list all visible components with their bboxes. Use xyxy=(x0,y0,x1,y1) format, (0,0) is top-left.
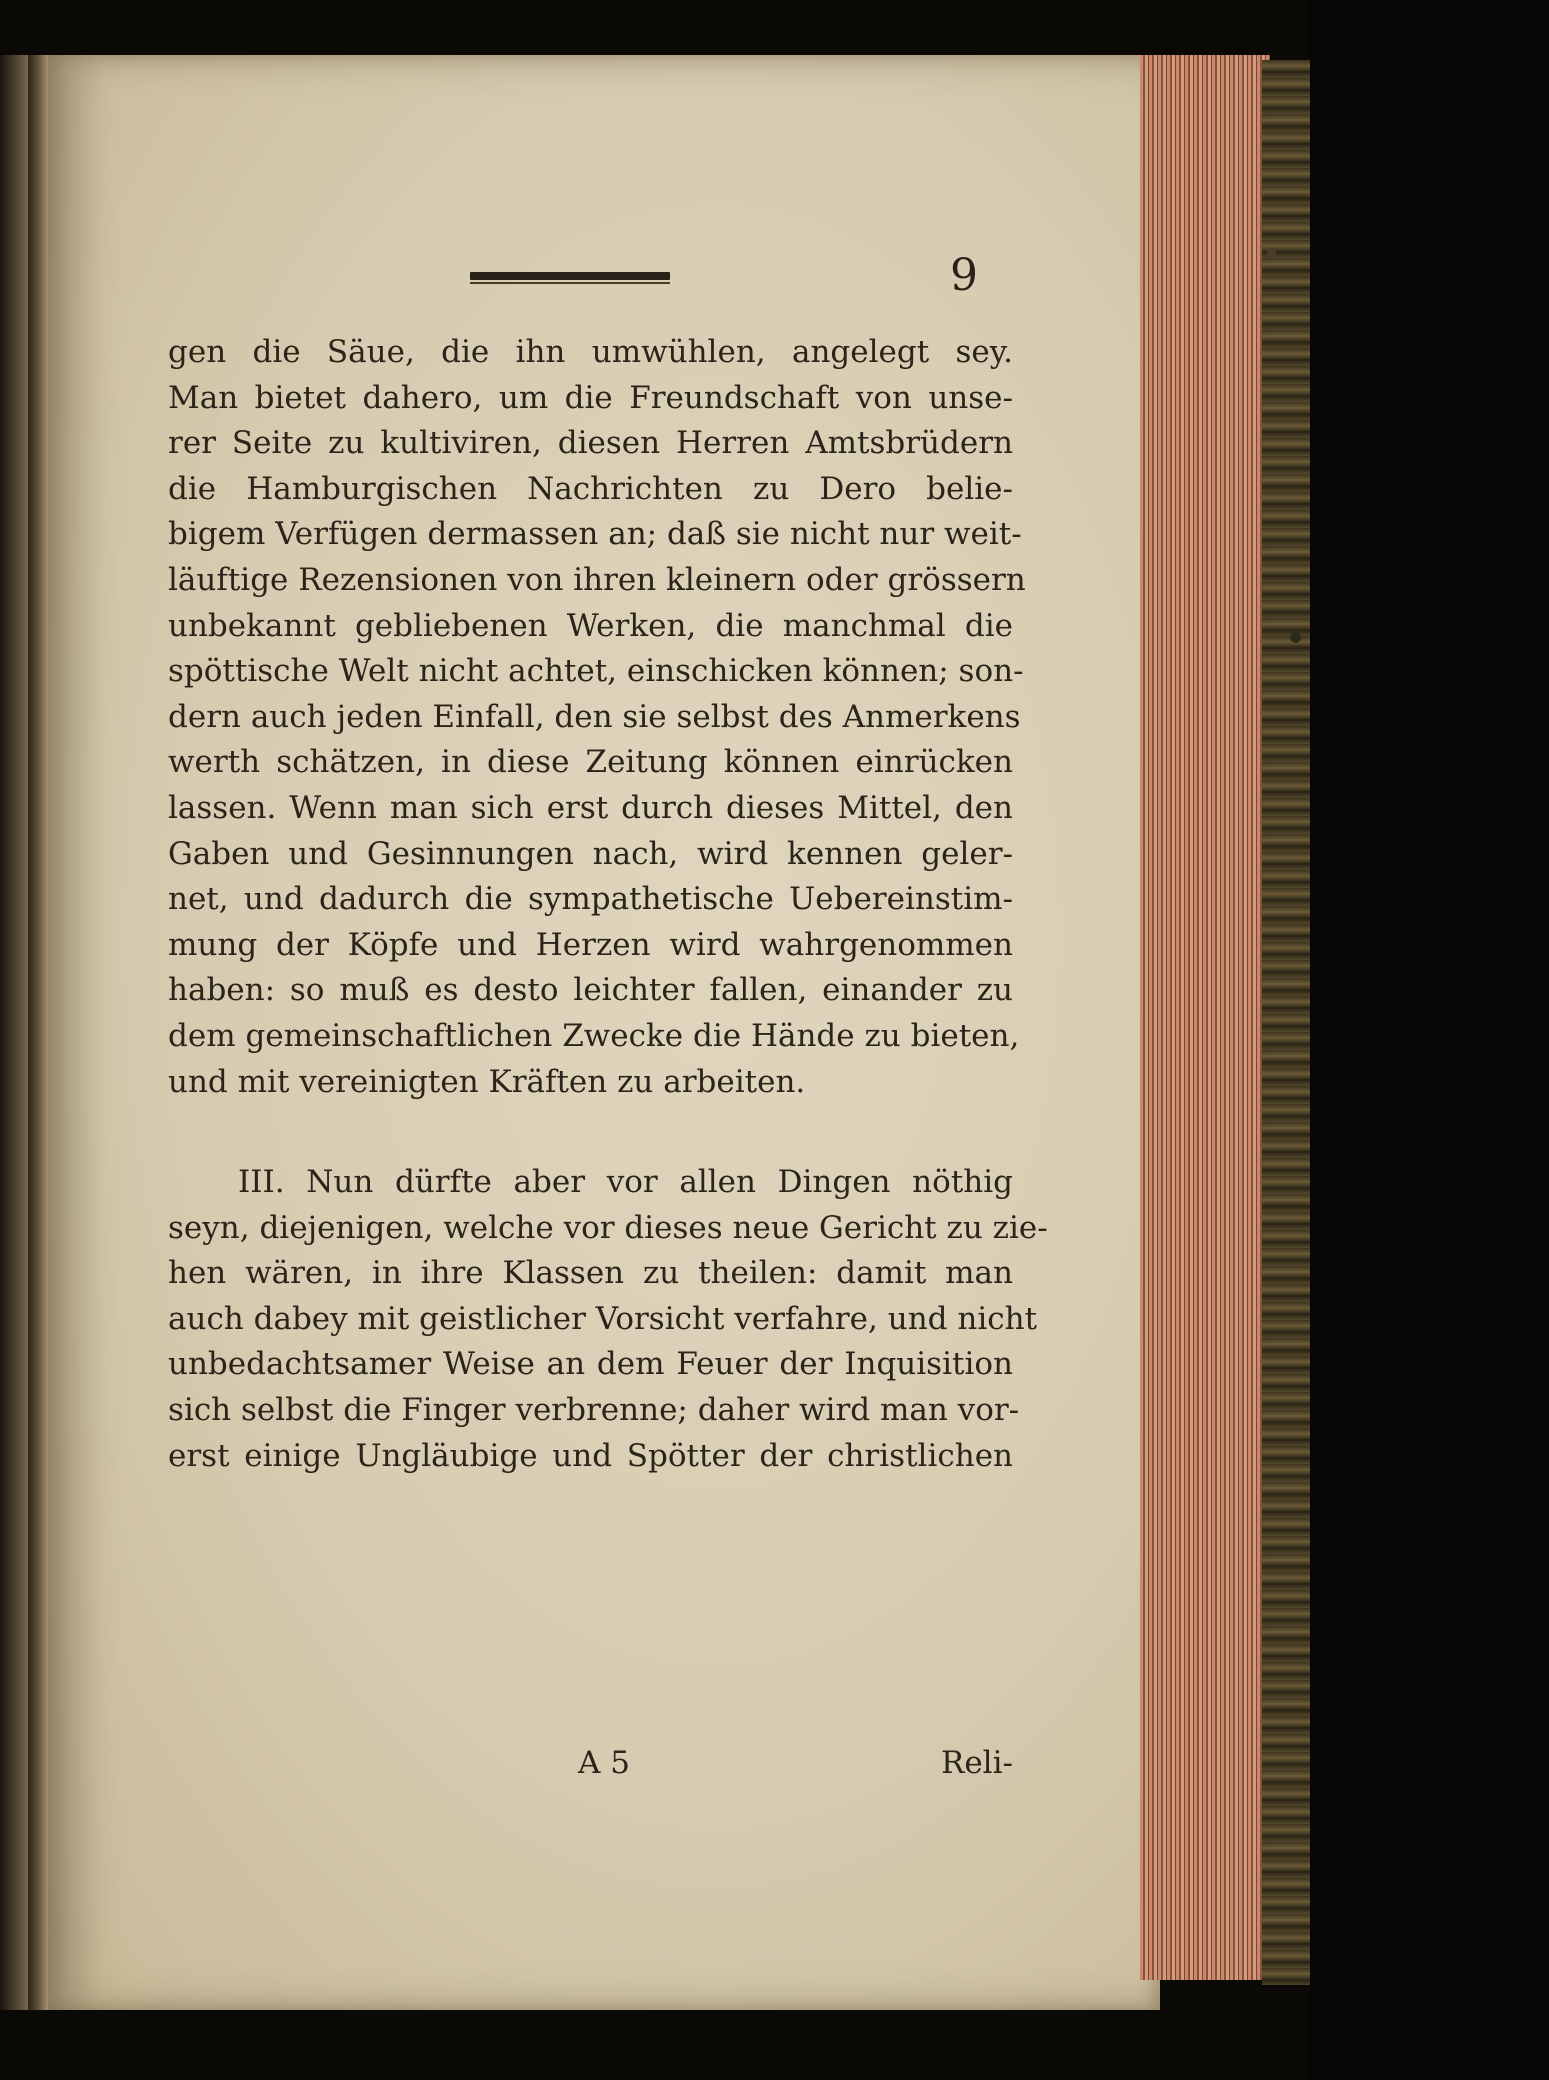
text-line: hen wären, in ihre Klassen zu theilen: damit man xyxy=(168,1255,1013,1292)
text-line: haben: so muß es desto leichter fallen, einander zu xyxy=(168,972,1013,1009)
text-line: bigem Verfügen dermassen an; daß sie nicht nur weit- xyxy=(168,516,1022,553)
signature-mark: A 5 xyxy=(578,1745,630,1781)
text-line: III. Nun dürfte aber vor allen Dingen nöthig xyxy=(238,1164,1013,1201)
text-line: läuftige Rezensionen von ihren kleinern oder grössern xyxy=(168,561,1026,598)
page-edges xyxy=(1140,55,1270,1980)
text-line: sich selbst die Finger verbrenne; daher wird man vor- xyxy=(168,1392,1020,1429)
paragraph-1 xyxy=(168,330,1026,1105)
text-line: dern auch jeden Einfall, den sie selbst des Anmerkens xyxy=(168,698,1021,735)
catchword: Reli- xyxy=(941,1745,1013,1781)
text-line: erst einige Ungläubige und Spötter der christlichen xyxy=(168,1437,1013,1474)
spine-gutter xyxy=(28,55,68,2010)
text-line: unbedachtsamer Weise an dem Feuer der Inquisition xyxy=(168,1346,1013,1383)
text-line: auch dabey mit geistlicher Vorsicht verfahre, und nicht xyxy=(168,1300,1038,1337)
text-line: mung der Köpfe und Herzen wird wahrgenommen xyxy=(168,926,1013,963)
text-line: seyn, diejenigen, welche vor dieses neue Gericht zu zie- xyxy=(168,1209,1048,1246)
header-rule xyxy=(470,272,670,280)
text-line: lassen. Wenn man sich erst durch dieses Mittel, den xyxy=(168,789,1013,826)
text-line: unbekannt gebliebenen Werken, die manchmal die xyxy=(168,607,1013,644)
text-line: gen die Säue, die ihn umwühlen, angelegt sey. xyxy=(168,334,1013,370)
paragraph-2 xyxy=(168,1160,1048,1479)
text-line: Man bietet dahero, um die Freundschaft von unse- xyxy=(168,379,1013,416)
page-number: 9 xyxy=(950,250,978,301)
body-text xyxy=(168,330,1048,1479)
text-line: net, und dadurch die sympathetische Uebereinstim- xyxy=(168,881,1013,918)
background xyxy=(1310,0,1549,2080)
paragraph-gap xyxy=(168,1105,1013,1160)
text-line: rer Seite zu kultiviren, diesen Herren Amtsbrüdern xyxy=(168,425,1013,462)
text-line: werth schätzen, in diese Zeitung können einrücken xyxy=(168,744,1013,781)
text-line: spöttische Welt nicht achtet, einschicken können; son- xyxy=(168,653,1024,690)
text-line: dem gemeinschaftlichen Zwecke die Hände zu bieten, xyxy=(168,1017,1020,1054)
text-line: Gaben und Gesinnungen nach, wird kennen geler- xyxy=(168,835,1013,872)
text-line: die Hamburgischen Nachrichten zu Dero belie- xyxy=(168,470,1013,507)
text-line: und mit vereinigten Kräften zu arbeiten. xyxy=(168,1063,806,1100)
marbled-board-edge xyxy=(1262,60,1310,1985)
page-footer xyxy=(168,1745,1013,1795)
